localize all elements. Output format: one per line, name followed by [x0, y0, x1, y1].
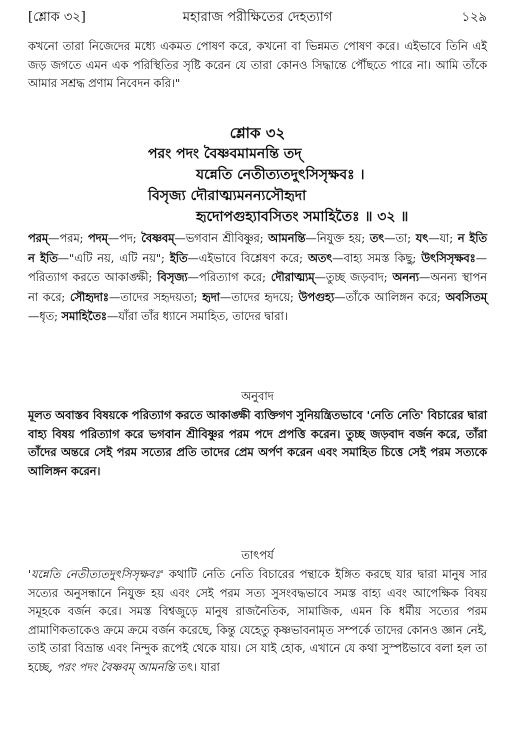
page-number: ১২৯	[461, 10, 487, 25]
synonym-meaning: —যাঁরা তাঁর ধ্যানে সমাহিত, তাদের দ্বারা।	[106, 310, 288, 323]
synonym-meaning: —পরিত্যাগ করতে আকাঙ্ক্ষী;	[28, 251, 487, 284]
synonym-meaning: —তুচ্ছ জড়বাদ;	[314, 271, 393, 284]
page-header	[28, 8, 487, 28]
synonym-word: পদম্	[88, 231, 108, 245]
synonym-word: অনন্য	[392, 270, 420, 284]
synonym-word: ইতি	[169, 250, 188, 265]
synonym-word: ন ইতি ন ইতি	[28, 231, 487, 265]
synonym-meaning: —তাদের হৃদয়ে;	[219, 290, 299, 304]
synonym-word: সৌহৃদাঃ	[69, 289, 109, 304]
synonym-meaning: —বাহ্য সমস্ত কিছু;	[332, 251, 422, 265]
synonym-word: অবসিতম্	[445, 289, 487, 304]
synonym-meaning: —"এটি নয়, এটি নয়";	[57, 251, 170, 265]
verse-line-2: যন্নেতি নেতীত্যতদুৎসিসৃক্ষবঃ ।	[196, 167, 365, 183]
synonym-meaning: —পদ;	[107, 232, 142, 245]
word-synonyms	[28, 229, 487, 327]
verse-title: শ্লোক ৩২	[229, 124, 286, 142]
purport-paragraph	[28, 566, 487, 677]
chapter-title: মহারাজ পরীক্ষিতের দেহত্যাগ	[182, 10, 333, 25]
synonym-meaning: —তাঁকে আলিঙ্গন করে;	[334, 290, 446, 304]
translation-heading: অনুবাদ	[241, 389, 274, 403]
verse-line-3: বিসৃজ্য দৌরাত্ম্যমনন্যসৌহৃদা	[148, 188, 307, 204]
synonym-word: উপগুহ্য	[298, 289, 335, 304]
synonym-meaning: —অনন্য স্থাপন না করে;	[28, 271, 487, 304]
synonym-meaning: —পরিত্যাগ করে;	[187, 271, 271, 284]
synonym-word: দৌরাত্ম্যম্	[270, 270, 315, 284]
synonym-meaning: —ভগবান শ্রীবিষ্ণুর;	[174, 232, 269, 245]
synonym-word: বিসৃজ্য	[157, 270, 188, 284]
synonyms-paragraph	[28, 229, 487, 327]
intro-paragraph: কখনো তারা নিজেদের মধ্যে একমত পোষণ করে, কখনো বা ভিন্নমত পোষণ করে। এইভাবে তিনি এই জড় জগতে এমন এক পরিস্থিতির সৃষ্টি করেন যে তারা কোনও সিদ্ধান্তে পৌঁছতে পারে না। আমি তাঁকে আমার সশ্রদ্ধ প্রণাম নিবেদন করি।"	[28, 40, 487, 90]
verse-line-4: হৃদোপগুহ্যাবসিতং সমাহিতৈঃ ॥ ৩২ ॥	[196, 209, 409, 225]
synonym-meaning: —পরম;	[48, 232, 89, 245]
synonym-word: আমনন্তি	[268, 231, 306, 245]
purport-text-end: তৎ। যারা	[174, 660, 220, 674]
synonym-word: যৎ	[415, 231, 429, 245]
translation-paragraph: মূলত অবাস্তব বিষয়কে পরিত্যাগ করতে আকাঙ্ক্ষী ব্যক্তিগণ সুনিয়ন্ত্রিতভাবে 'নেতি নেতি' বিচারের দ্বারা বাহ্য বিষয় পরিত্যাগ করে ভগবান শ্রীবিষ্ণুর পরম পদে প্রপত্তি করেন। তুচ্ছ জড়বাদ বর্জন করে, তাঁরা তাঁদের অন্তরে সেই পরম সত্যের প্রতি তাদের প্রেম অর্পণ করেন এবং সমাহিত চিত্তে সেই পরম সত্যকে আলিঙ্গন করেন।	[28, 408, 487, 478]
synonym-meaning: —তা;	[384, 232, 416, 245]
purport-quote: 'যন্নেতি নেতীত্যতদুৎসিসৃক্ষবঃ'	[28, 568, 164, 581]
verse-reference: [শ্লোক ৩২]	[28, 10, 86, 25]
verse-line-1: পরং পদং বৈষ্ণবমামনন্তি তদ্	[148, 146, 302, 162]
synonym-meaning: —যা;	[428, 232, 458, 245]
purport-heading: তাৎপর্য	[241, 548, 274, 562]
synonym-meaning: —নিযুক্ত হয়;	[305, 232, 370, 245]
synonym-word: বৈষ্ণবম্	[141, 231, 175, 245]
synonym-word: হৃদা	[202, 289, 220, 304]
synonym-word: সমাহিতৈঃ	[61, 309, 107, 323]
synonym-word: তৎ	[369, 231, 385, 245]
synonym-meaning: —ধৃত;	[28, 310, 62, 323]
synonym-word: উৎসিসৃক্ষবঃ	[421, 250, 476, 265]
synonym-meaning: —এইভাবে বিশ্লেষণ করে;	[187, 251, 308, 265]
purport-text: কথাটি নেতি নেতি বিচারের পন্থাকে ইঙ্গিত করছে যার দ্বারা মানুষ সার সত্যের অনুসন্ধানে নিযুক্ত হয় এবং সেই পরম সত্য সুসংবদ্ধভাবে সমস্ত বাহ্য এবং আপেক্ষিক বিষয় সমূহকে বর্জন করে। সমস্ত বিশ্বজুড়ে মানুষ রাজনৈতিক, সামাজিক, এমন কি ধর্মীয় সত্যের পরম প্রামাণিকতাকেও ক্রমে ক্রমে বর্জন করেছে, কিন্তু যেহেতু কৃষ্ণভাবনামৃত সম্পর্কে তাদের কোনও জ্ঞান নেই, তাই তারা বিভ্রান্ত এবং নিন্দুক রূপেই থেকে যায়। সে যাই হোক, এখানে যে কথা সুস্পষ্টভাবে বলা হল তা হচ্ছে,	[28, 568, 487, 674]
synonym-meaning: —তাদের সহৃদয়তা;	[108, 290, 203, 304]
synonym-word: অতৎ	[307, 250, 333, 265]
purport-inline-sanskrit: পরং পদং বৈষ্ণবম্ আমনন্তি	[56, 660, 175, 674]
synonym-word: পরম্	[28, 231, 49, 245]
